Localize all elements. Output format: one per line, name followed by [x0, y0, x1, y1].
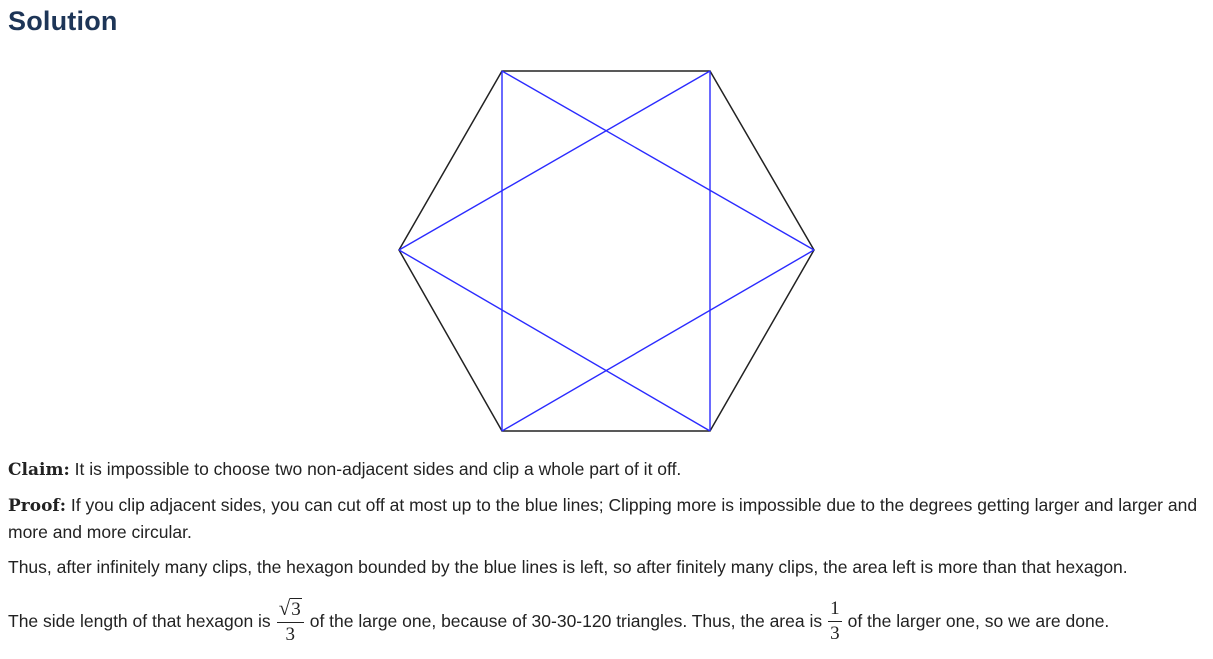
blue-line-diagonal-4	[502, 250, 814, 431]
side-length-text-after: of the larger one, so we are done.	[847, 611, 1110, 631]
claim-label: Claim:	[8, 460, 70, 480]
fraction-numerator: 1	[828, 598, 842, 622]
blue-lines	[399, 71, 814, 431]
side-length-text-middle: of the large one, because of 30-30-120 triangles. Thus, the area is	[309, 611, 823, 631]
blue-line-diagonal-1	[502, 71, 814, 250]
claim-text: It is impossible to choose two non-adjacent sides and clip a whole part of it off.	[74, 459, 682, 479]
radicand: 3	[291, 598, 301, 620]
fraction-numerator	[277, 597, 304, 623]
fraction-denominator: 3	[285, 623, 295, 645]
fraction-denominator: 3	[830, 622, 840, 644]
sqrt-symbol: √	[278, 595, 291, 620]
claim-paragraph	[8, 456, 1208, 483]
side-length-paragraph	[8, 592, 1208, 650]
blue-line-diagonal-3	[399, 250, 710, 431]
section-heading: Solution	[8, 6, 118, 36]
side-length-text-before: The side length of that hexagon is	[8, 611, 271, 631]
blue-line-diagonal-2	[399, 71, 710, 250]
proof-paragraph	[8, 492, 1208, 545]
fraction-sqrt3-over-3	[277, 597, 304, 646]
proof-text: If you clip adjacent sides, you can cut off at most up to the blue lines; Clipping more is impossible due to the degrees getting larger and larger and more and more circular.	[8, 495, 1198, 542]
conclusion-paragraph: Thus, after infinitely many clips, the hexagon bounded by the blue lines is left, so after finitely many clips, the area left is more than that hexagon.	[8, 557, 1128, 577]
fraction-one-third	[828, 598, 842, 645]
proof-label: Proof:	[8, 496, 67, 516]
hexagon-outline	[399, 71, 814, 431]
